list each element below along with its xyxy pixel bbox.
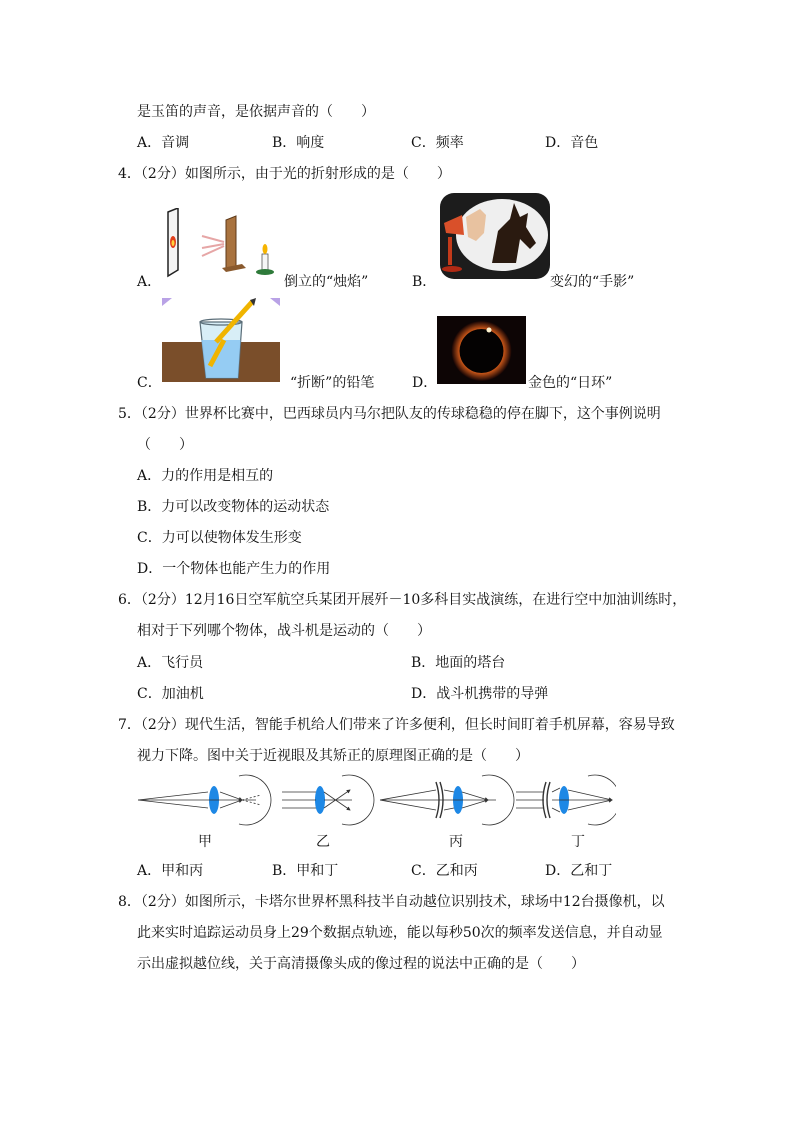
eye-diagram-label-ding: 丁: [571, 834, 585, 850]
eye-diagram-ding: [516, 775, 616, 825]
q8-stem-line3: 示出虚拟越位线，关于高清摄像头成的像过程的说法中正确的是（ ）: [137, 956, 585, 972]
q6-option-c[interactable]: C．加油机: [137, 686, 204, 702]
q7-stem-line2: 视力下降。图中关于近视眼及其矫正的原理图正确的是（ ）: [137, 748, 529, 764]
q7-option-a[interactable]: A．甲和丙: [137, 863, 204, 879]
q3-option-a[interactable]: A．音调: [137, 135, 190, 151]
q6-option-a[interactable]: A．飞行员: [137, 655, 204, 671]
bent-pencil-figure: [162, 298, 280, 382]
eye-diagram-label-yi: 乙: [316, 834, 330, 850]
solar-eclipse-figure: [437, 316, 526, 384]
hand-shadow-figure: [440, 193, 550, 279]
q8-stem-line2: 此来实时追踪运动员身上29个数据点轨迹，能以每秒50次的频率发送信息，并自动显: [137, 925, 663, 941]
q6-stem-line2: 相对于下列哪个物体，战斗机是运动的（ ）: [137, 623, 431, 639]
q5-option-a[interactable]: A．力的作用是相互的: [137, 468, 274, 484]
q3-stem-tail: 是玉笛的声音，是依据声音的（ ）: [137, 104, 375, 120]
eye-diagram-label-jia: 甲: [198, 834, 212, 850]
q3-option-c[interactable]: C．频率: [411, 135, 464, 151]
q4-option-c-letter[interactable]: C．: [137, 375, 162, 391]
q4-option-d-caption: 金色的“日环”: [528, 375, 613, 391]
q6-option-b[interactable]: B．地面的塔台: [411, 655, 506, 671]
q8-stem-line1: 8．（2分）如图所示，卡塔尔世界杯黑科技半自动越位识别技术，球场中12台摄像机，以: [118, 894, 665, 910]
pinhole-camera-figure: [162, 208, 282, 280]
q7-option-d[interactable]: D．乙和丁: [545, 863, 613, 879]
eye-diagrams-figure: [136, 772, 616, 830]
q5-stem-line2: （ ）: [137, 437, 193, 453]
eye-diagram-jia: [138, 775, 271, 825]
q4-option-d-letter[interactable]: D．: [412, 375, 438, 391]
q6-option-d[interactable]: D．战斗机携带的导弹: [411, 686, 549, 702]
q4-option-b-caption: 变幻的“手影”: [550, 274, 635, 290]
q3-option-d[interactable]: D．音色: [545, 135, 599, 151]
q6-stem-line1: 6．（2分）12月16日空军航空兵某团开展歼－10多科目实战演练，在进行空中加油训练时，: [118, 592, 687, 608]
q5-stem-line1: 5．（2分）世界杯比赛中，巴西球员内马尔把队友的传球稳稳的停在脚下，这个事例说明: [118, 406, 661, 422]
eye-diagram-yi: [282, 775, 374, 825]
q5-option-d[interactable]: D．一个物体也能产生力的作用: [137, 561, 331, 577]
q4-stem: 4．（2分）如图所示，由于光的折射形成的是（ ）: [118, 166, 451, 182]
q7-option-c[interactable]: C．乙和丙: [411, 863, 478, 879]
q4-option-a-caption: 倒立的“烛焰”: [284, 274, 369, 290]
q7-stem-line1: 7．（2分）现代生活，智能手机给人们带来了许多便利，但长时间盯着手机屏幕，容易导致: [118, 717, 675, 733]
q5-option-c[interactable]: C．力可以使物体发生形变: [137, 530, 302, 546]
q7-option-b[interactable]: B．甲和丁: [272, 863, 339, 879]
q5-option-b[interactable]: B．力可以改变物体的运动状态: [137, 499, 330, 515]
eye-diagram-label-bing: 丙: [449, 834, 463, 850]
eye-diagram-bing: [380, 775, 514, 825]
q4-option-a-letter[interactable]: A．: [137, 274, 162, 290]
q3-option-b[interactable]: B．响度: [272, 135, 325, 151]
q4-option-b-letter[interactable]: B．: [412, 274, 437, 290]
q4-option-c-caption: “折断”的铅笔: [290, 375, 375, 391]
